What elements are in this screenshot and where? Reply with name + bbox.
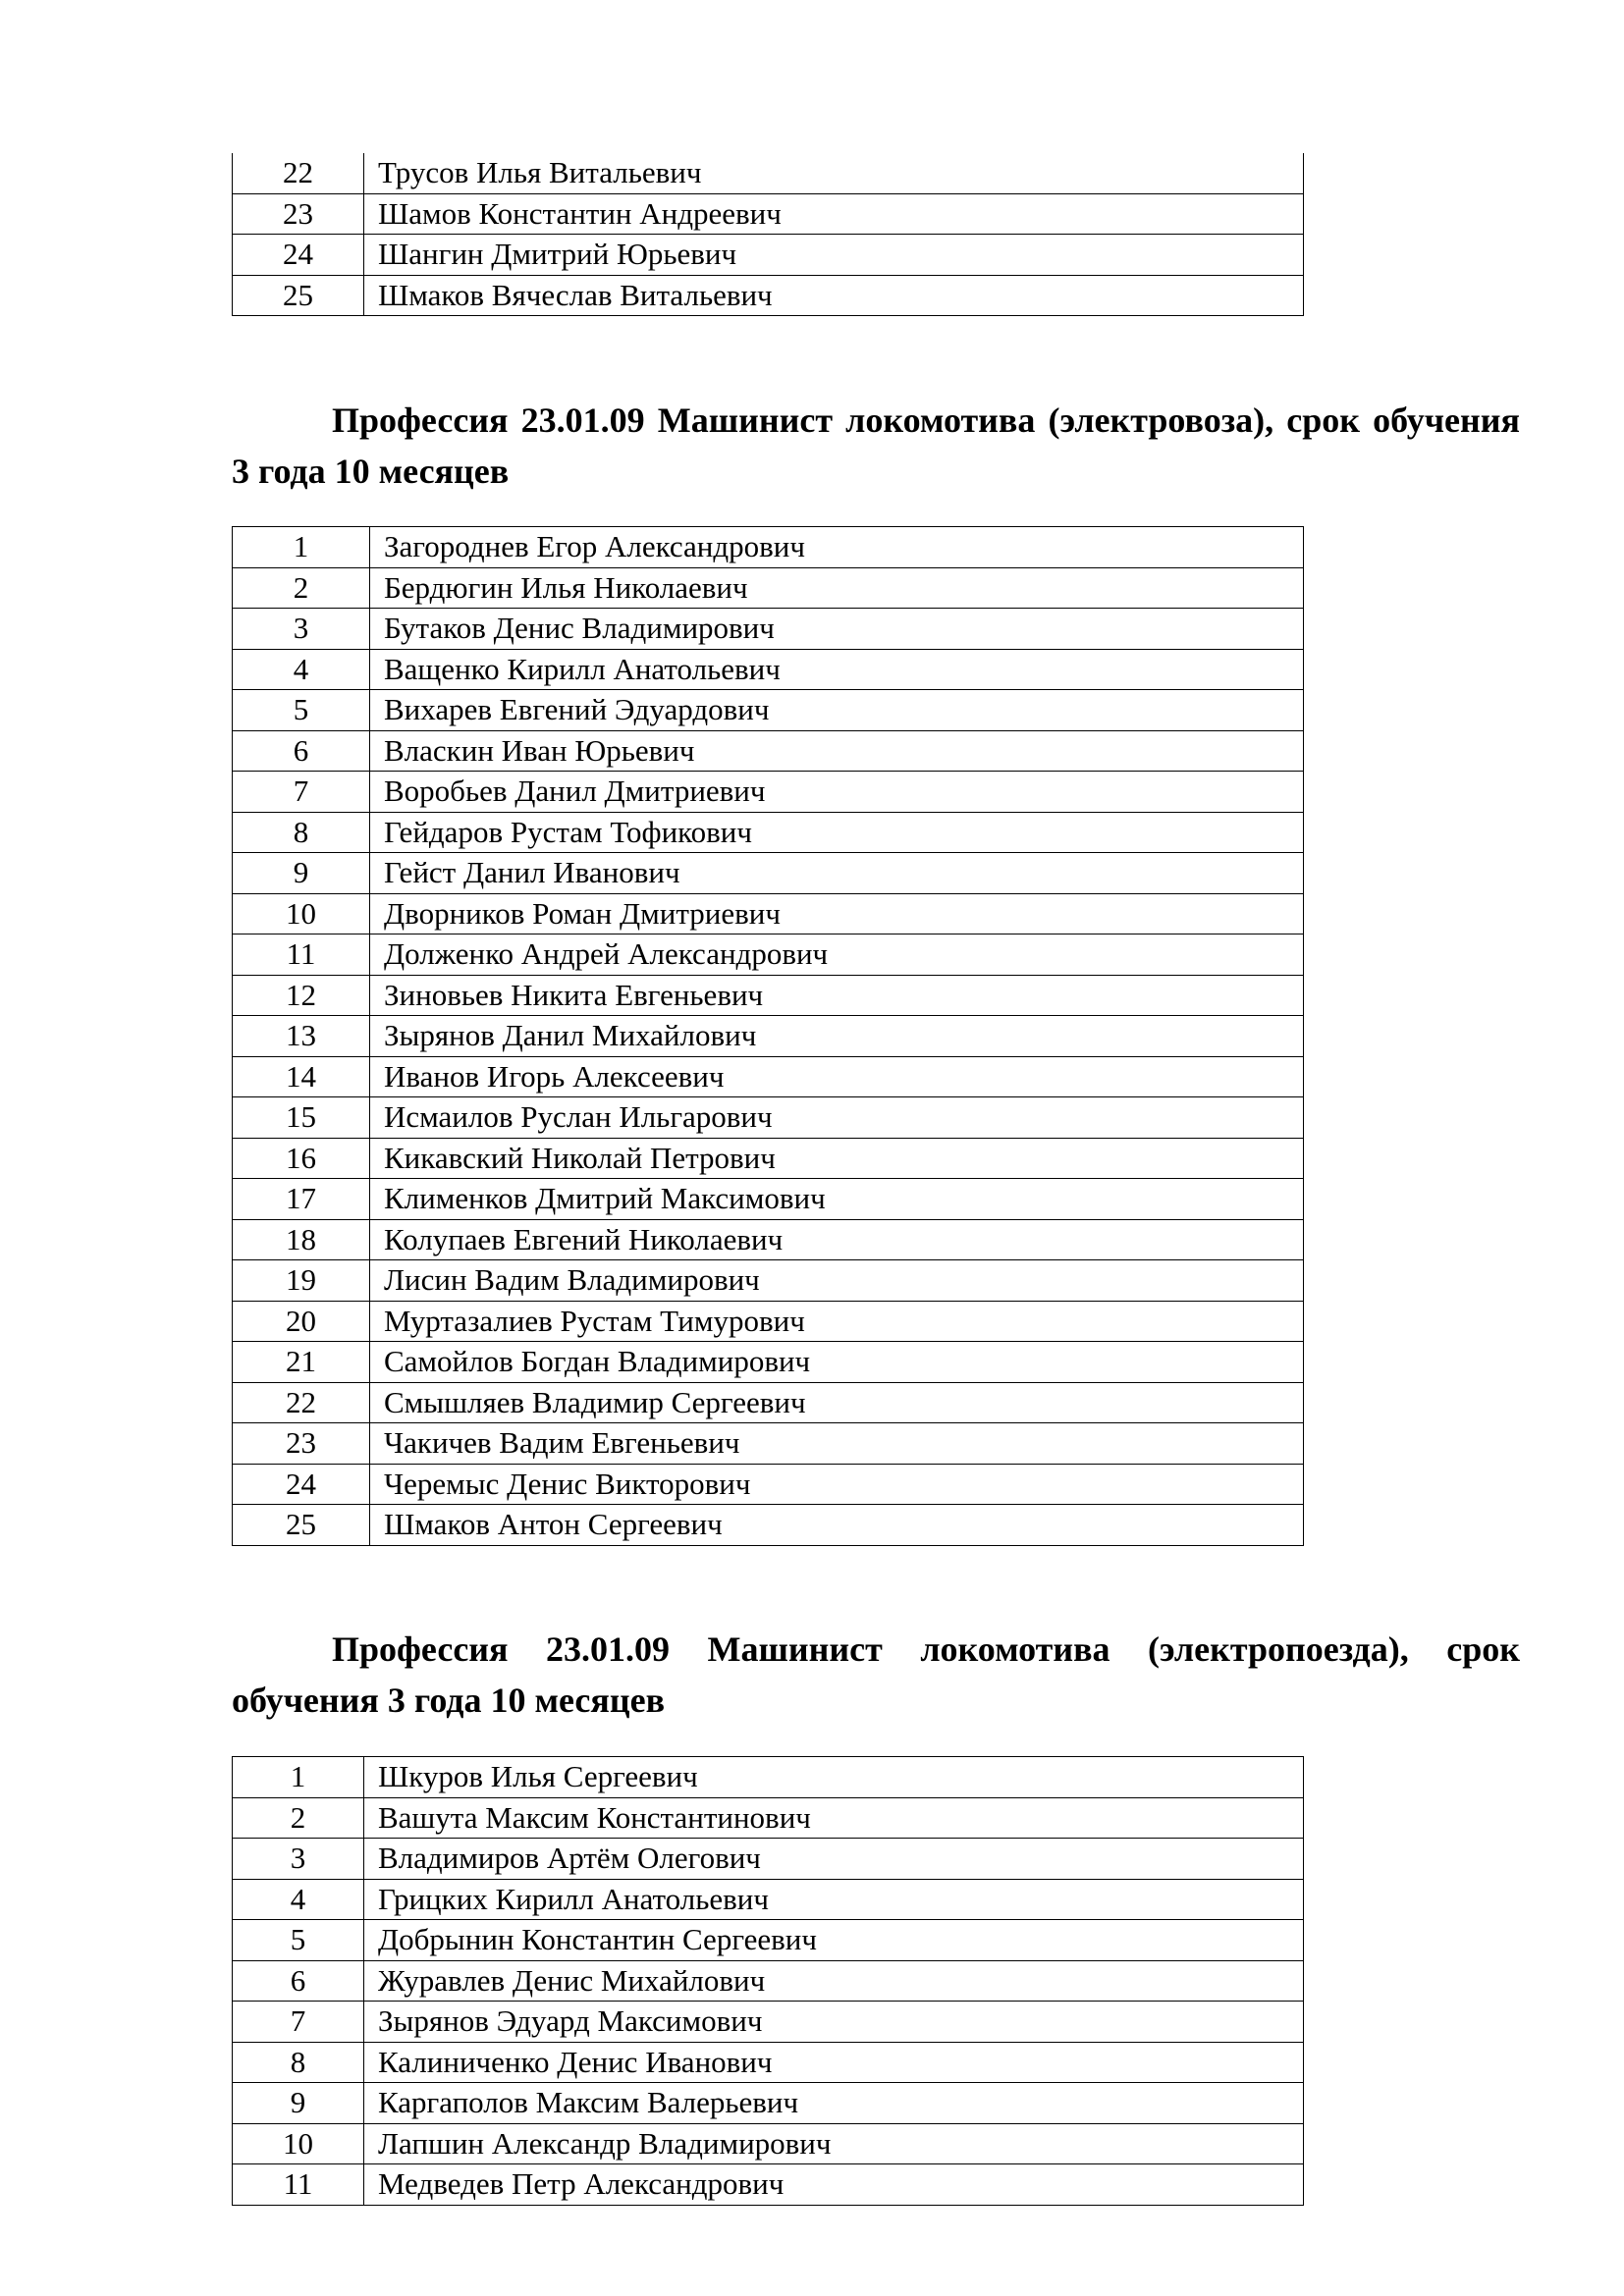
- student-name: Лапшин Александр Владимирович: [364, 2123, 1304, 2164]
- table-row: [233, 730, 1304, 772]
- table-row: [233, 1301, 1304, 1342]
- student-name: Бутаков Денис Владимирович: [370, 609, 1304, 650]
- student-name: Самойлов Богдан Владимирович: [370, 1342, 1304, 1383]
- row-number: 3: [233, 1839, 364, 1880]
- row-number: 17: [233, 1179, 370, 1220]
- student-name: Шмаков Антон Сергеевич: [370, 1505, 1304, 1546]
- table-row: [233, 690, 1304, 731]
- row-number: 18: [233, 1219, 370, 1260]
- student-name: Трусов Илья Витальевич: [364, 153, 1304, 193]
- table-row: [233, 893, 1304, 934]
- student-name: Вихарев Евгений Эдуардович: [370, 690, 1304, 731]
- student-name: Бердюгин Илья Николаевич: [370, 567, 1304, 609]
- table-row: [233, 567, 1304, 609]
- student-name: Муртазалиев Рустам Тимурович: [370, 1301, 1304, 1342]
- table-row: [233, 1423, 1304, 1465]
- row-number: 2: [233, 567, 370, 609]
- row-number: 20: [233, 1301, 370, 1342]
- section-heading-electric-train: [232, 1624, 1520, 1726]
- student-name: Загороднев Егор Александрович: [370, 527, 1304, 568]
- table-row: [233, 1260, 1304, 1302]
- table-row: [233, 1179, 1304, 1220]
- row-number: 23: [233, 1423, 370, 1465]
- student-name: Калиниченко Денис Иванович: [364, 2042, 1304, 2083]
- student-name: Шамов Константин Андреевич: [364, 193, 1304, 235]
- table-row: [233, 2123, 1304, 2164]
- student-name: Клименков Дмитрий Максимович: [370, 1179, 1304, 1220]
- table-row: [233, 934, 1304, 976]
- roster-table-electric-locomotive: [232, 526, 1304, 1546]
- row-number: 14: [233, 1056, 370, 1097]
- row-number: 11: [233, 934, 370, 976]
- table-row: [233, 812, 1304, 853]
- table-row: [233, 1757, 1304, 1798]
- table-row: [233, 2042, 1304, 2083]
- roster-table-electric-train: [232, 1756, 1304, 2206]
- row-number: 1: [233, 527, 370, 568]
- student-name: Каргаполов Максим Валерьевич: [364, 2083, 1304, 2124]
- row-number: 8: [233, 2042, 364, 2083]
- student-name: Власкин Иван Юрьевич: [370, 730, 1304, 772]
- table-row: [233, 1056, 1304, 1097]
- table-row: [233, 275, 1304, 316]
- table-row: [233, 193, 1304, 235]
- table-row: [233, 2164, 1304, 2206]
- row-number: 4: [233, 649, 370, 690]
- row-number: 5: [233, 1920, 364, 1961]
- student-name: Чакичев Вадим Евгеньевич: [370, 1423, 1304, 1465]
- row-number: 16: [233, 1138, 370, 1179]
- row-number: 1: [233, 1757, 364, 1798]
- student-name: Шангин Дмитрий Юрьевич: [364, 235, 1304, 276]
- row-number: 13: [233, 1016, 370, 1057]
- student-name: Ващенко Кирилл Анатольевич: [370, 649, 1304, 690]
- row-number: 10: [233, 893, 370, 934]
- student-name: Шкуров Илья Сергеевич: [364, 1757, 1304, 1798]
- section-heading-electric-locomotive: [232, 395, 1520, 497]
- row-number: 21: [233, 1342, 370, 1383]
- row-number: 7: [233, 2002, 364, 2043]
- student-name: Долженко Андрей Александрович: [370, 934, 1304, 976]
- row-number: 25: [233, 1505, 370, 1546]
- student-name: Журавлев Денис Михайлович: [364, 1960, 1304, 2002]
- table-row: [233, 609, 1304, 650]
- student-name: Исмаилов Руслан Ильгарович: [370, 1097, 1304, 1139]
- table-row: [233, 2083, 1304, 2124]
- student-name: Грицких Кирилл Анатольевич: [364, 1879, 1304, 1920]
- row-number: 25: [233, 275, 364, 316]
- student-name: Медведев Петр Александрович: [364, 2164, 1304, 2206]
- table-row: [233, 1464, 1304, 1505]
- section-heading-text: Профессия 23.01.09 Машинист локомотива (электропоезда), срок обучения 3 года 10 месяцев: [232, 1629, 1520, 1720]
- table-row: [233, 1797, 1304, 1839]
- table-row: [233, 1960, 1304, 2002]
- row-number: 2: [233, 1797, 364, 1839]
- table-row: [233, 1219, 1304, 1260]
- student-name: Зиновьев Никита Евгеньевич: [370, 975, 1304, 1016]
- table-row: [233, 853, 1304, 894]
- row-number: 7: [233, 772, 370, 813]
- table-row: [233, 527, 1304, 568]
- table-row: [233, 1382, 1304, 1423]
- row-number: 8: [233, 812, 370, 853]
- table-row: [233, 1342, 1304, 1383]
- row-number: 19: [233, 1260, 370, 1302]
- row-number: 4: [233, 1879, 364, 1920]
- student-name: Колупаев Евгений Николаевич: [370, 1219, 1304, 1260]
- student-name: Добрынин Константин Сергеевич: [364, 1920, 1304, 1961]
- section-heading-text: Профессия 23.01.09 Машинист локомотива (электровоза), срок обучения 3 года 10 месяцев: [232, 400, 1520, 491]
- student-name: Кикавский Николай Петрович: [370, 1138, 1304, 1179]
- student-name: Дворников Роман Дмитриевич: [370, 893, 1304, 934]
- student-name: Лисин Вадим Владимирович: [370, 1260, 1304, 1302]
- table-row: [233, 649, 1304, 690]
- table-row: [233, 772, 1304, 813]
- table-row: [233, 1138, 1304, 1179]
- row-number: 6: [233, 730, 370, 772]
- roster-table-continued: [232, 153, 1304, 316]
- student-name: Черемыс Денис Викторович: [370, 1464, 1304, 1505]
- row-number: 24: [233, 235, 364, 276]
- row-number: 23: [233, 193, 364, 235]
- row-number: 22: [233, 1382, 370, 1423]
- table-row: [233, 235, 1304, 276]
- row-number: 11: [233, 2164, 364, 2206]
- row-number: 9: [233, 2083, 364, 2124]
- row-number: 24: [233, 1464, 370, 1505]
- row-number: 15: [233, 1097, 370, 1139]
- row-number: 12: [233, 975, 370, 1016]
- student-name: Вашута Максим Константинович: [364, 1797, 1304, 1839]
- student-name: Зырянов Эдуард Максимович: [364, 2002, 1304, 2043]
- table-row: [233, 2002, 1304, 2043]
- table-row: [233, 153, 1304, 193]
- table-row: [233, 975, 1304, 1016]
- table-row: [233, 1097, 1304, 1139]
- table-row: [233, 1016, 1304, 1057]
- row-number: 3: [233, 609, 370, 650]
- student-name: Владимиров Артём Олегович: [364, 1839, 1304, 1880]
- student-name: Гейст Данил Иванович: [370, 853, 1304, 894]
- row-number: 5: [233, 690, 370, 731]
- table-row: [233, 1839, 1304, 1880]
- student-name: Шмаков Вячеслав Витальевич: [364, 275, 1304, 316]
- row-number: 22: [233, 153, 364, 193]
- table-row: [233, 1879, 1304, 1920]
- row-number: 6: [233, 1960, 364, 2002]
- row-number: 9: [233, 853, 370, 894]
- student-name: Зырянов Данил Михайлович: [370, 1016, 1304, 1057]
- student-name: Иванов Игорь Алексеевич: [370, 1056, 1304, 1097]
- student-name: Воробьев Данил Дмитриевич: [370, 772, 1304, 813]
- student-name: Смышляев Владимир Сергеевич: [370, 1382, 1304, 1423]
- student-name: Гейдаров Рустам Тофикович: [370, 812, 1304, 853]
- row-number: 10: [233, 2123, 364, 2164]
- table-row: [233, 1920, 1304, 1961]
- table-row: [233, 1505, 1304, 1546]
